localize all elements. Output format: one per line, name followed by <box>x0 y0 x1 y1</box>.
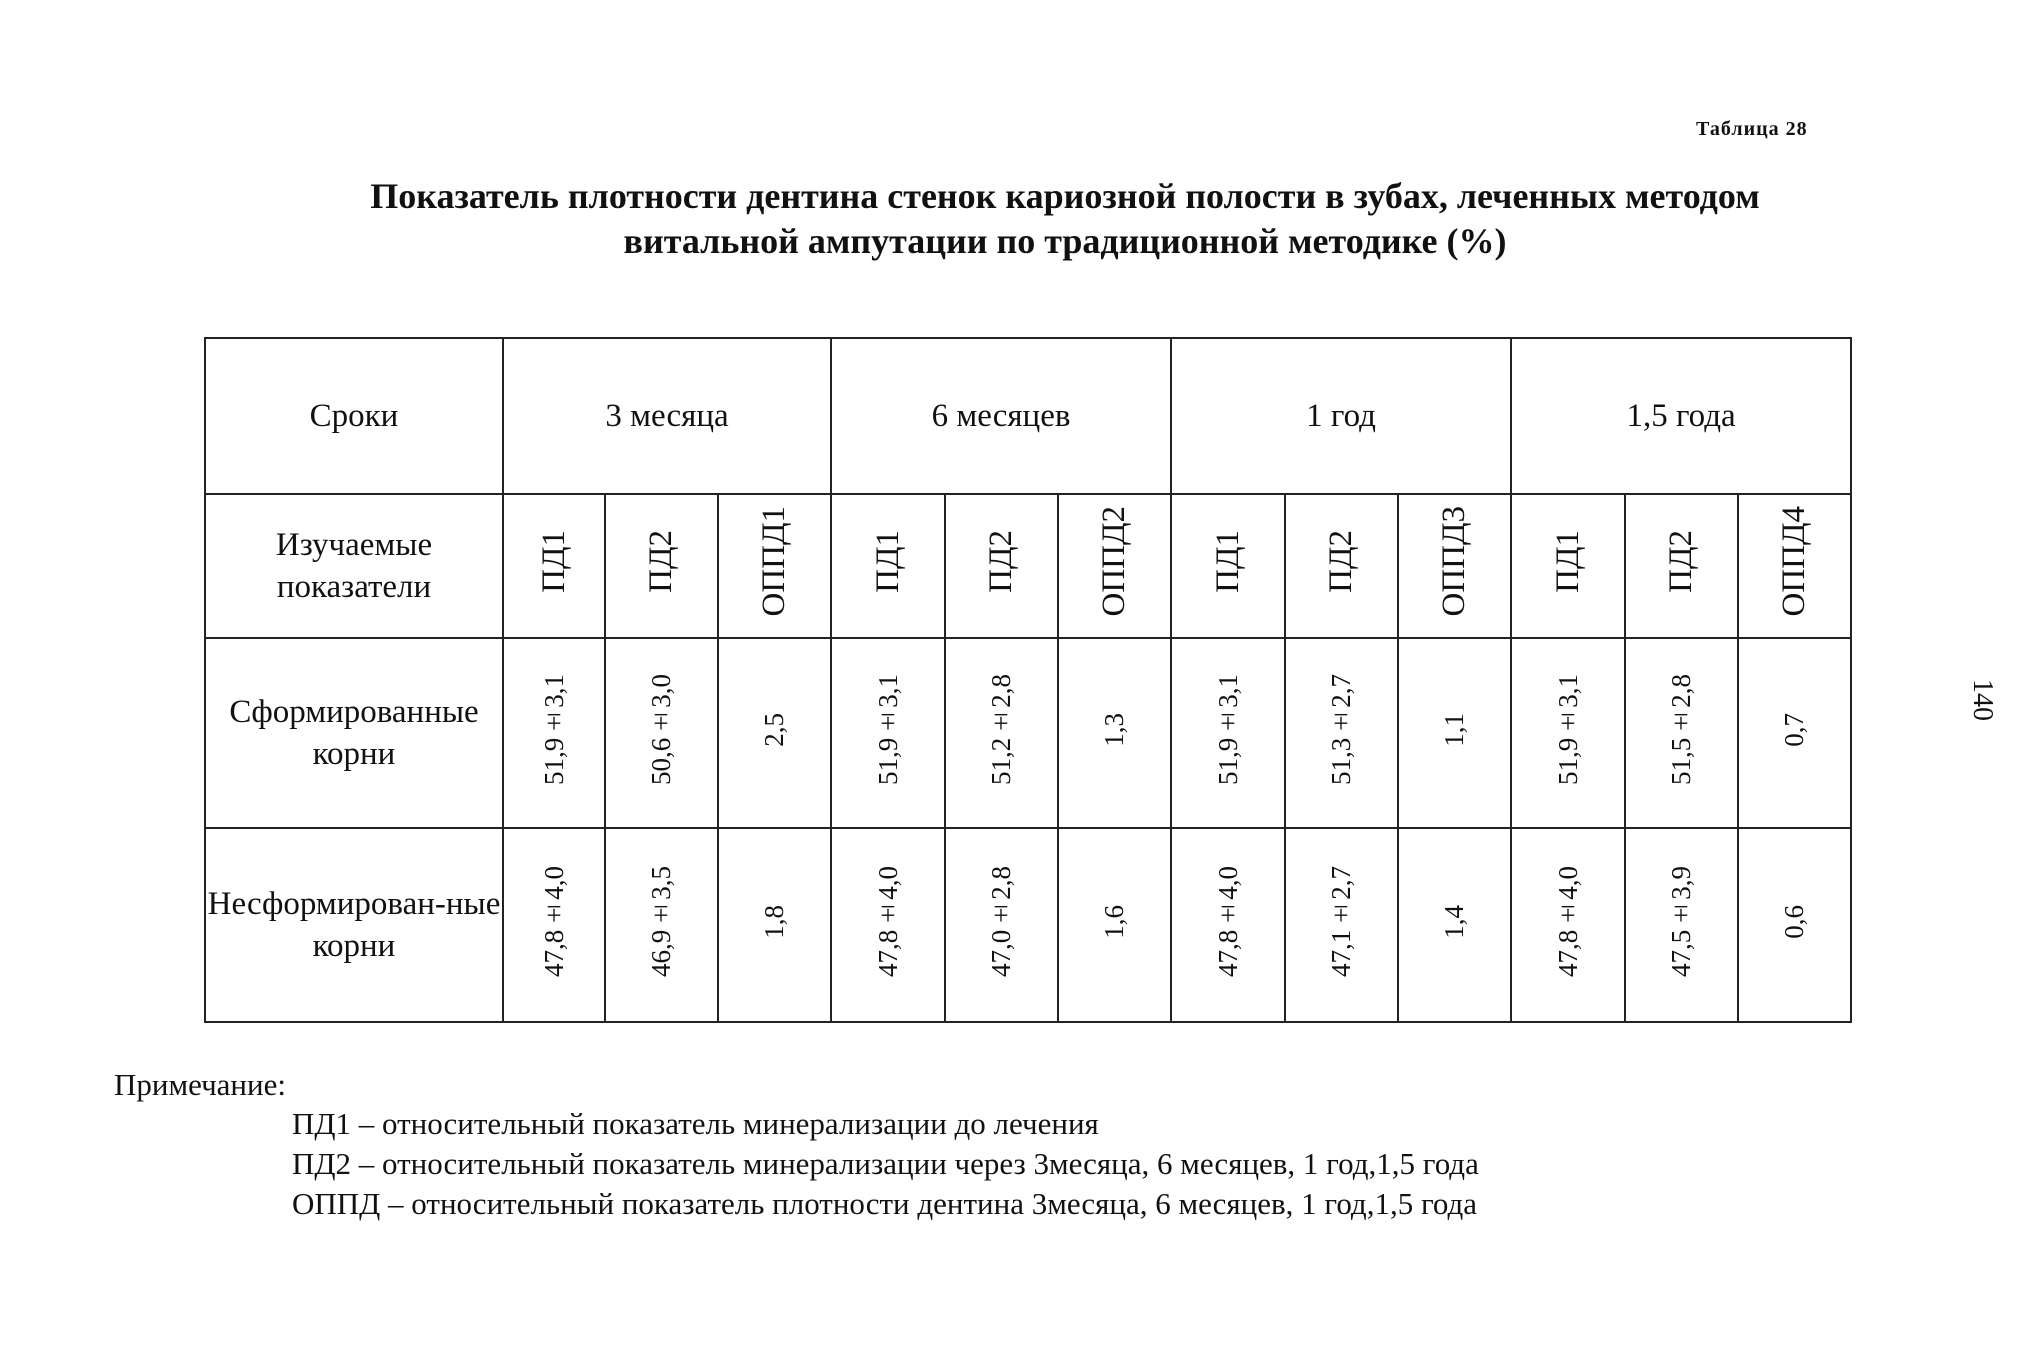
period-header: 1 год <box>1171 338 1511 494</box>
value-text: 51,9±3,1 <box>538 674 569 785</box>
indicator-label: ПД2 <box>1323 530 1360 593</box>
indicator-cell <box>1285 494 1398 638</box>
value-cell <box>831 828 945 1022</box>
value-cell <box>1171 638 1285 828</box>
indicator-cell <box>1398 494 1511 638</box>
table-row <box>205 828 1851 1022</box>
value-cell <box>831 638 945 828</box>
value-cell <box>1058 828 1171 1022</box>
value-cell <box>1171 828 1285 1022</box>
value-text: 1,6 <box>1099 904 1130 939</box>
indicator-cell <box>945 494 1058 638</box>
value-cell <box>605 638 718 828</box>
periods-header-row <box>205 338 1851 494</box>
indicator-cell <box>1058 494 1171 638</box>
indicator-label: ПД1 <box>869 530 906 593</box>
indicator-cell <box>1625 494 1738 638</box>
period-header: 1,5 года <box>1511 338 1851 494</box>
indicator-label: ПД1 <box>535 530 572 593</box>
value-cell <box>945 638 1058 828</box>
density-table <box>204 337 1852 1023</box>
value-text: 47,8±4,0 <box>538 866 569 977</box>
indicator-cell <box>605 494 718 638</box>
indicator-label: ОППД3 <box>1436 506 1473 617</box>
value-text: 1,8 <box>759 904 790 939</box>
note-line: ПД1 – относительный показатель минерализации до лечения <box>292 1106 1099 1141</box>
indicator-label: ПД2 <box>1663 530 1700 593</box>
indicator-label: ОППД1 <box>756 506 793 617</box>
indicator-cell <box>718 494 831 638</box>
indicator-label: ПД1 <box>1549 530 1586 593</box>
value-text: 47,8±4,0 <box>872 866 903 977</box>
value-text: 47,0±2,8 <box>986 866 1017 977</box>
value-text: 51,2±2,8 <box>986 674 1017 785</box>
indicator-cell <box>503 494 605 638</box>
indicators-header-label: Изучаемые показатели <box>205 494 503 638</box>
indicator-cell <box>1738 494 1851 638</box>
value-text: 51,3±2,7 <box>1326 674 1357 785</box>
value-cell <box>718 638 831 828</box>
value-text: 2,5 <box>759 712 790 747</box>
table-title-line-2: витальной ампутации по традиционной методике (%) <box>623 221 1507 261</box>
value-text: 51,5±2,8 <box>1666 674 1697 785</box>
value-text: 1,1 <box>1439 712 1470 747</box>
value-text: 47,5±3,9 <box>1666 866 1697 977</box>
value-cell <box>1285 638 1398 828</box>
value-cell <box>1625 638 1738 828</box>
value-cell <box>1738 638 1851 828</box>
value-text: 50,6±3,0 <box>646 674 676 785</box>
value-cell <box>1625 828 1738 1022</box>
value-text: 0,7 <box>1779 712 1810 747</box>
indicators-header-row <box>205 494 1851 638</box>
value-text: 47,8±4,0 <box>1212 866 1243 977</box>
indicator-label: ОППД4 <box>1776 506 1813 617</box>
value-text: 47,1±2,7 <box>1326 866 1357 977</box>
value-text: 51,9±3,1 <box>1552 674 1583 785</box>
note-list <box>292 1104 1479 1224</box>
table-row <box>205 638 1851 828</box>
indicator-cell <box>1171 494 1285 638</box>
value-cell <box>1398 828 1511 1022</box>
table-number-label: Таблица 28 <box>1696 118 1808 140</box>
value-text: 1,4 <box>1439 904 1470 939</box>
indicator-cell <box>831 494 945 638</box>
value-text: 1,3 <box>1099 712 1130 747</box>
page-number: 140 <box>1967 679 1998 721</box>
value-cell <box>605 828 718 1022</box>
value-cell <box>1511 828 1625 1022</box>
value-cell <box>945 828 1058 1022</box>
period-header: 6 месяцев <box>831 338 1171 494</box>
value-cell <box>1738 828 1851 1022</box>
value-text: 0,6 <box>1779 904 1810 939</box>
value-cell <box>1058 638 1171 828</box>
indicator-label: ПД2 <box>643 530 679 593</box>
table-title <box>200 174 1930 264</box>
value-cell <box>1398 638 1511 828</box>
row-label-formed-roots: Сформированные корни <box>205 638 503 828</box>
period-header: 3 месяца <box>503 338 831 494</box>
value-cell <box>503 828 605 1022</box>
value-cell <box>503 638 605 828</box>
note-line: ПД2 – относительный показатель минерализации через 3месяца, 6 месяцев, 1 год,1,5 года <box>292 1146 1479 1181</box>
value-text: 46,9±3,5 <box>646 866 676 977</box>
note-line: ОППД – относительный показатель плотности дентина 3месяца, 6 месяцев, 1 год,1,5 года <box>292 1186 1478 1221</box>
indicator-label: ПД2 <box>983 530 1020 593</box>
value-cell <box>1285 828 1398 1022</box>
value-text: 51,9±3,1 <box>872 674 903 785</box>
value-text: 51,9±3,1 <box>1212 674 1243 785</box>
row-label-unformed-roots: Несформирован-ные корни <box>205 828 503 1022</box>
indicator-label: ПД1 <box>1209 530 1246 593</box>
note-heading: Примечание: <box>114 1067 286 1102</box>
indicator-label: ОППД2 <box>1096 506 1133 617</box>
periods-header-label: Сроки <box>205 338 503 494</box>
value-text: 47,8±4,0 <box>1552 866 1583 977</box>
table-title-line-1: Показатель плотности дентина стенок кариозной полости в зубах, леченных методом <box>370 176 1760 216</box>
value-cell <box>1511 638 1625 828</box>
indicator-cell <box>1511 494 1625 638</box>
value-cell <box>718 828 831 1022</box>
